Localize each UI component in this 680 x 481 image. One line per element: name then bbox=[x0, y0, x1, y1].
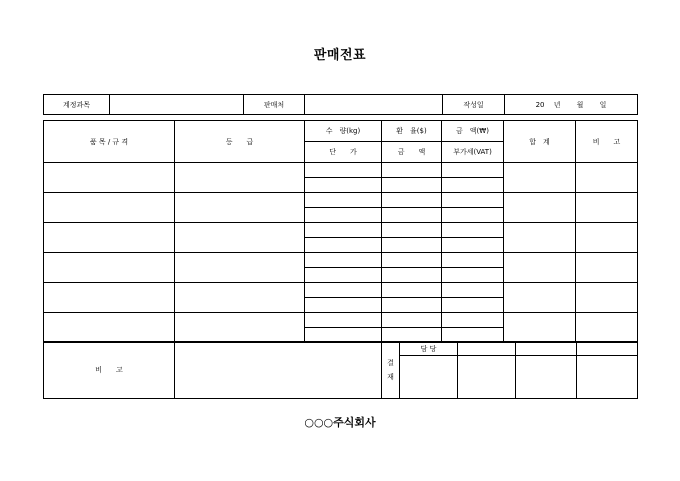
amount-cell[interactable] bbox=[382, 208, 442, 223]
total-cell[interactable] bbox=[504, 223, 576, 253]
amount-krw-cell[interactable] bbox=[442, 223, 504, 238]
footer-remarks-field[interactable] bbox=[175, 342, 382, 399]
exchange-cell[interactable] bbox=[382, 253, 442, 268]
company-name: ○○○주식회사 bbox=[304, 416, 376, 429]
unit-price-cell[interactable] bbox=[305, 178, 382, 193]
vat-cell[interactable] bbox=[442, 268, 504, 283]
amount-krw-header: 금 액(₩) bbox=[442, 121, 504, 142]
quantity-cell[interactable] bbox=[305, 193, 382, 208]
table-row bbox=[44, 313, 638, 328]
account-field[interactable] bbox=[110, 95, 244, 115]
exchange-cell[interactable] bbox=[382, 163, 442, 178]
grade-cell[interactable] bbox=[175, 313, 305, 343]
quantity-cell[interactable] bbox=[305, 283, 382, 298]
total-header: 합 계 bbox=[504, 121, 576, 163]
item-cell[interactable] bbox=[44, 193, 175, 223]
total-cell[interactable] bbox=[504, 163, 576, 193]
seller-field[interactable] bbox=[305, 95, 443, 115]
remarks-cell[interactable] bbox=[576, 313, 638, 343]
item-spec-header: 품 목 / 규 격 bbox=[44, 121, 175, 163]
unit-price-cell[interactable] bbox=[305, 208, 382, 223]
vat-cell[interactable] bbox=[442, 178, 504, 193]
remarks-cell[interactable] bbox=[576, 163, 638, 193]
approval-header-3 bbox=[516, 342, 577, 356]
exchange-header: 환 율($) bbox=[382, 121, 442, 142]
approval-header-2 bbox=[458, 342, 516, 356]
exchange-cell[interactable] bbox=[382, 223, 442, 238]
remarks-cell[interactable] bbox=[576, 283, 638, 313]
approval-label-2: 재 bbox=[387, 373, 394, 381]
footer-row-1 bbox=[44, 342, 638, 356]
grade-header: 등 급 bbox=[175, 121, 305, 163]
vat-cell[interactable] bbox=[442, 208, 504, 223]
total-cell[interactable] bbox=[504, 283, 576, 313]
item-cell[interactable] bbox=[44, 163, 175, 193]
item-cell[interactable] bbox=[44, 253, 175, 283]
approval-sign-4[interactable] bbox=[577, 356, 638, 399]
grade-cell[interactable] bbox=[175, 193, 305, 223]
amount-header: 금 액 bbox=[382, 142, 442, 163]
unit-price-header: 단 가 bbox=[305, 142, 382, 163]
exchange-cell[interactable] bbox=[382, 313, 442, 328]
info-row bbox=[44, 95, 638, 115]
grade-cell[interactable] bbox=[175, 283, 305, 313]
account-label: 계정과목 bbox=[44, 95, 110, 115]
item-cell[interactable] bbox=[44, 283, 175, 313]
amount-krw-cell[interactable] bbox=[442, 163, 504, 178]
footer-remarks-label: 비 고 bbox=[44, 342, 175, 399]
table-row bbox=[44, 223, 638, 238]
grade-cell[interactable] bbox=[175, 163, 305, 193]
total-cell[interactable] bbox=[504, 313, 576, 343]
approval-sign-3[interactable] bbox=[516, 356, 577, 399]
exchange-cell[interactable] bbox=[382, 283, 442, 298]
grade-cell[interactable] bbox=[175, 253, 305, 283]
amount-krw-cell[interactable] bbox=[442, 313, 504, 328]
header-row-1 bbox=[44, 121, 638, 142]
sales-table bbox=[43, 120, 638, 343]
amount-cell[interactable] bbox=[382, 178, 442, 193]
table-row bbox=[44, 253, 638, 268]
exchange-cell[interactable] bbox=[382, 193, 442, 208]
table-row bbox=[44, 163, 638, 178]
remarks-cell[interactable] bbox=[576, 253, 638, 283]
table-row bbox=[44, 283, 638, 298]
item-cell[interactable] bbox=[44, 223, 175, 253]
quantity-cell[interactable] bbox=[305, 313, 382, 328]
document-title: 판매전표 bbox=[313, 48, 367, 63]
total-cell[interactable] bbox=[504, 193, 576, 223]
item-cell[interactable] bbox=[44, 313, 175, 343]
total-cell[interactable] bbox=[504, 253, 576, 283]
table-row bbox=[44, 193, 638, 208]
remarks-cell[interactable] bbox=[576, 193, 638, 223]
vat-header: 부가세(VAT) bbox=[442, 142, 504, 163]
amount-krw-cell[interactable] bbox=[442, 253, 504, 268]
unit-price-cell[interactable] bbox=[305, 268, 382, 283]
remarks-header: 비 고 bbox=[576, 121, 638, 163]
vat-cell[interactable] bbox=[442, 298, 504, 313]
seller-label: 판매처 bbox=[244, 95, 305, 115]
approval-label-1: 결 bbox=[387, 359, 394, 367]
amount-krw-cell[interactable] bbox=[442, 193, 504, 208]
date-field[interactable]: 20 년 월 일 bbox=[505, 95, 638, 115]
amount-cell[interactable] bbox=[382, 298, 442, 313]
quantity-header: 수 량(kg) bbox=[305, 121, 382, 142]
info-table bbox=[43, 94, 638, 115]
approval-header-4 bbox=[577, 342, 638, 356]
footer-table bbox=[43, 341, 638, 399]
unit-price-cell[interactable] bbox=[305, 238, 382, 253]
quantity-cell[interactable] bbox=[305, 253, 382, 268]
amount-cell[interactable] bbox=[382, 238, 442, 253]
quantity-cell[interactable] bbox=[305, 223, 382, 238]
date-label: 작성일 bbox=[443, 95, 505, 115]
amount-cell[interactable] bbox=[382, 268, 442, 283]
quantity-cell[interactable] bbox=[305, 163, 382, 178]
remarks-cell[interactable] bbox=[576, 223, 638, 253]
amount-krw-cell[interactable] bbox=[442, 283, 504, 298]
approval-label bbox=[382, 342, 400, 399]
person-in-charge-label: 담 당 bbox=[400, 342, 458, 356]
vat-cell[interactable] bbox=[442, 238, 504, 253]
approval-sign-1[interactable] bbox=[400, 356, 458, 399]
unit-price-cell[interactable] bbox=[305, 298, 382, 313]
grade-cell[interactable] bbox=[175, 223, 305, 253]
approval-sign-2[interactable] bbox=[458, 356, 516, 399]
